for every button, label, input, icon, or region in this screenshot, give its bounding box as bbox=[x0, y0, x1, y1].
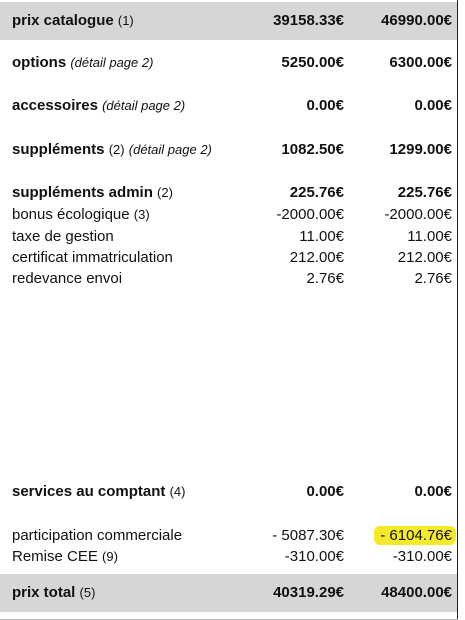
footnote-ref: (1) bbox=[117, 13, 134, 28]
row-prix-catalogue bbox=[0, 2, 458, 40]
row-supplements bbox=[0, 139, 458, 161]
value-col2 bbox=[374, 525, 452, 547]
label-text: options bbox=[12, 54, 67, 71]
value-col1: 2.76€ bbox=[306, 270, 344, 287]
row-label bbox=[12, 546, 118, 568]
footnote-ref: (9) bbox=[102, 549, 118, 564]
row-supplements-admin bbox=[0, 182, 458, 204]
row-label bbox=[12, 52, 153, 74]
row-services-comptant bbox=[0, 481, 458, 503]
footnote-ref: (4) bbox=[169, 484, 186, 499]
label-text: Remise CEE bbox=[12, 548, 98, 565]
label-text: participation commerciale bbox=[12, 527, 183, 544]
label-text: bonus écologique bbox=[12, 206, 130, 223]
value-col1: 5250.00€ bbox=[281, 54, 344, 71]
value-col2: 48400.00€ bbox=[381, 584, 452, 601]
label-text: suppléments admin bbox=[12, 184, 153, 201]
value-col1: 11.00€ bbox=[299, 228, 344, 245]
value-col2: -2000.00€ bbox=[384, 206, 452, 223]
row-options bbox=[0, 52, 458, 74]
value-col2: 2.76€ bbox=[414, 270, 452, 287]
row-taxe-gestion bbox=[0, 226, 458, 248]
value-col2: 212.00€ bbox=[397, 249, 452, 266]
value-col2: 6300.00€ bbox=[389, 54, 452, 71]
row-label bbox=[12, 182, 173, 204]
row-label bbox=[12, 139, 212, 161]
value-col2: 11.00€ bbox=[407, 228, 452, 245]
detail-note: (détail page 2) bbox=[128, 142, 212, 157]
row-remise-cee bbox=[0, 546, 458, 568]
detail-note: (détail page 2) bbox=[70, 55, 154, 70]
value-col1: 225.76€ bbox=[289, 184, 344, 201]
row-bonus-ecologique bbox=[0, 204, 458, 226]
value-col2: 0.00€ bbox=[414, 483, 452, 500]
footnote-ref: (2) bbox=[157, 185, 173, 200]
footnote-ref: (5) bbox=[79, 585, 96, 600]
value-col1: 0.00€ bbox=[306, 97, 344, 114]
value-col1: -310.00€ bbox=[284, 548, 344, 565]
row-accessoires bbox=[0, 95, 458, 117]
footnote-ref: (3) bbox=[133, 207, 150, 222]
row-participation bbox=[0, 525, 458, 547]
value-col2: 0.00€ bbox=[414, 97, 452, 114]
detail-note: (détail page 2) bbox=[102, 98, 186, 113]
value-col2: 1299.00€ bbox=[389, 141, 452, 158]
value-col1: -2000.00€ bbox=[276, 206, 344, 223]
label-text: redevance envoi bbox=[12, 270, 123, 287]
label-text: certificat immatriculation bbox=[12, 249, 173, 266]
row-label bbox=[12, 574, 95, 612]
highlighted-value: - 6104.76€ bbox=[374, 526, 456, 545]
label-text: services au comptant bbox=[12, 483, 166, 500]
label-text: accessoires bbox=[12, 97, 98, 114]
label-text: prix total bbox=[12, 584, 76, 601]
row-label bbox=[12, 204, 150, 226]
value-col1: 1082.50€ bbox=[281, 141, 344, 158]
label-text: taxe de gestion bbox=[12, 228, 114, 245]
value-col2: 46990.00€ bbox=[381, 12, 452, 29]
value-col1: 39158.33€ bbox=[273, 12, 344, 29]
value-col2: 225.76€ bbox=[397, 184, 452, 201]
value-col1: 40319.29€ bbox=[273, 584, 344, 601]
row-label bbox=[12, 2, 134, 40]
label-text: prix catalogue bbox=[12, 12, 114, 29]
value-col1: 0.00€ bbox=[306, 483, 344, 500]
value-col1: - 5087.30€ bbox=[272, 527, 344, 544]
label-text: suppléments bbox=[12, 141, 105, 158]
row-label bbox=[12, 481, 185, 503]
row-certificat bbox=[0, 247, 458, 269]
row-label bbox=[12, 95, 185, 117]
value-col2: -310.00€ bbox=[392, 548, 452, 565]
value-col1: 212.00€ bbox=[289, 249, 344, 266]
row-redevance bbox=[0, 268, 458, 290]
footnote-ref: (2) bbox=[108, 142, 125, 157]
page-edge-line bbox=[457, 0, 458, 620]
row-prix-total bbox=[0, 574, 458, 612]
